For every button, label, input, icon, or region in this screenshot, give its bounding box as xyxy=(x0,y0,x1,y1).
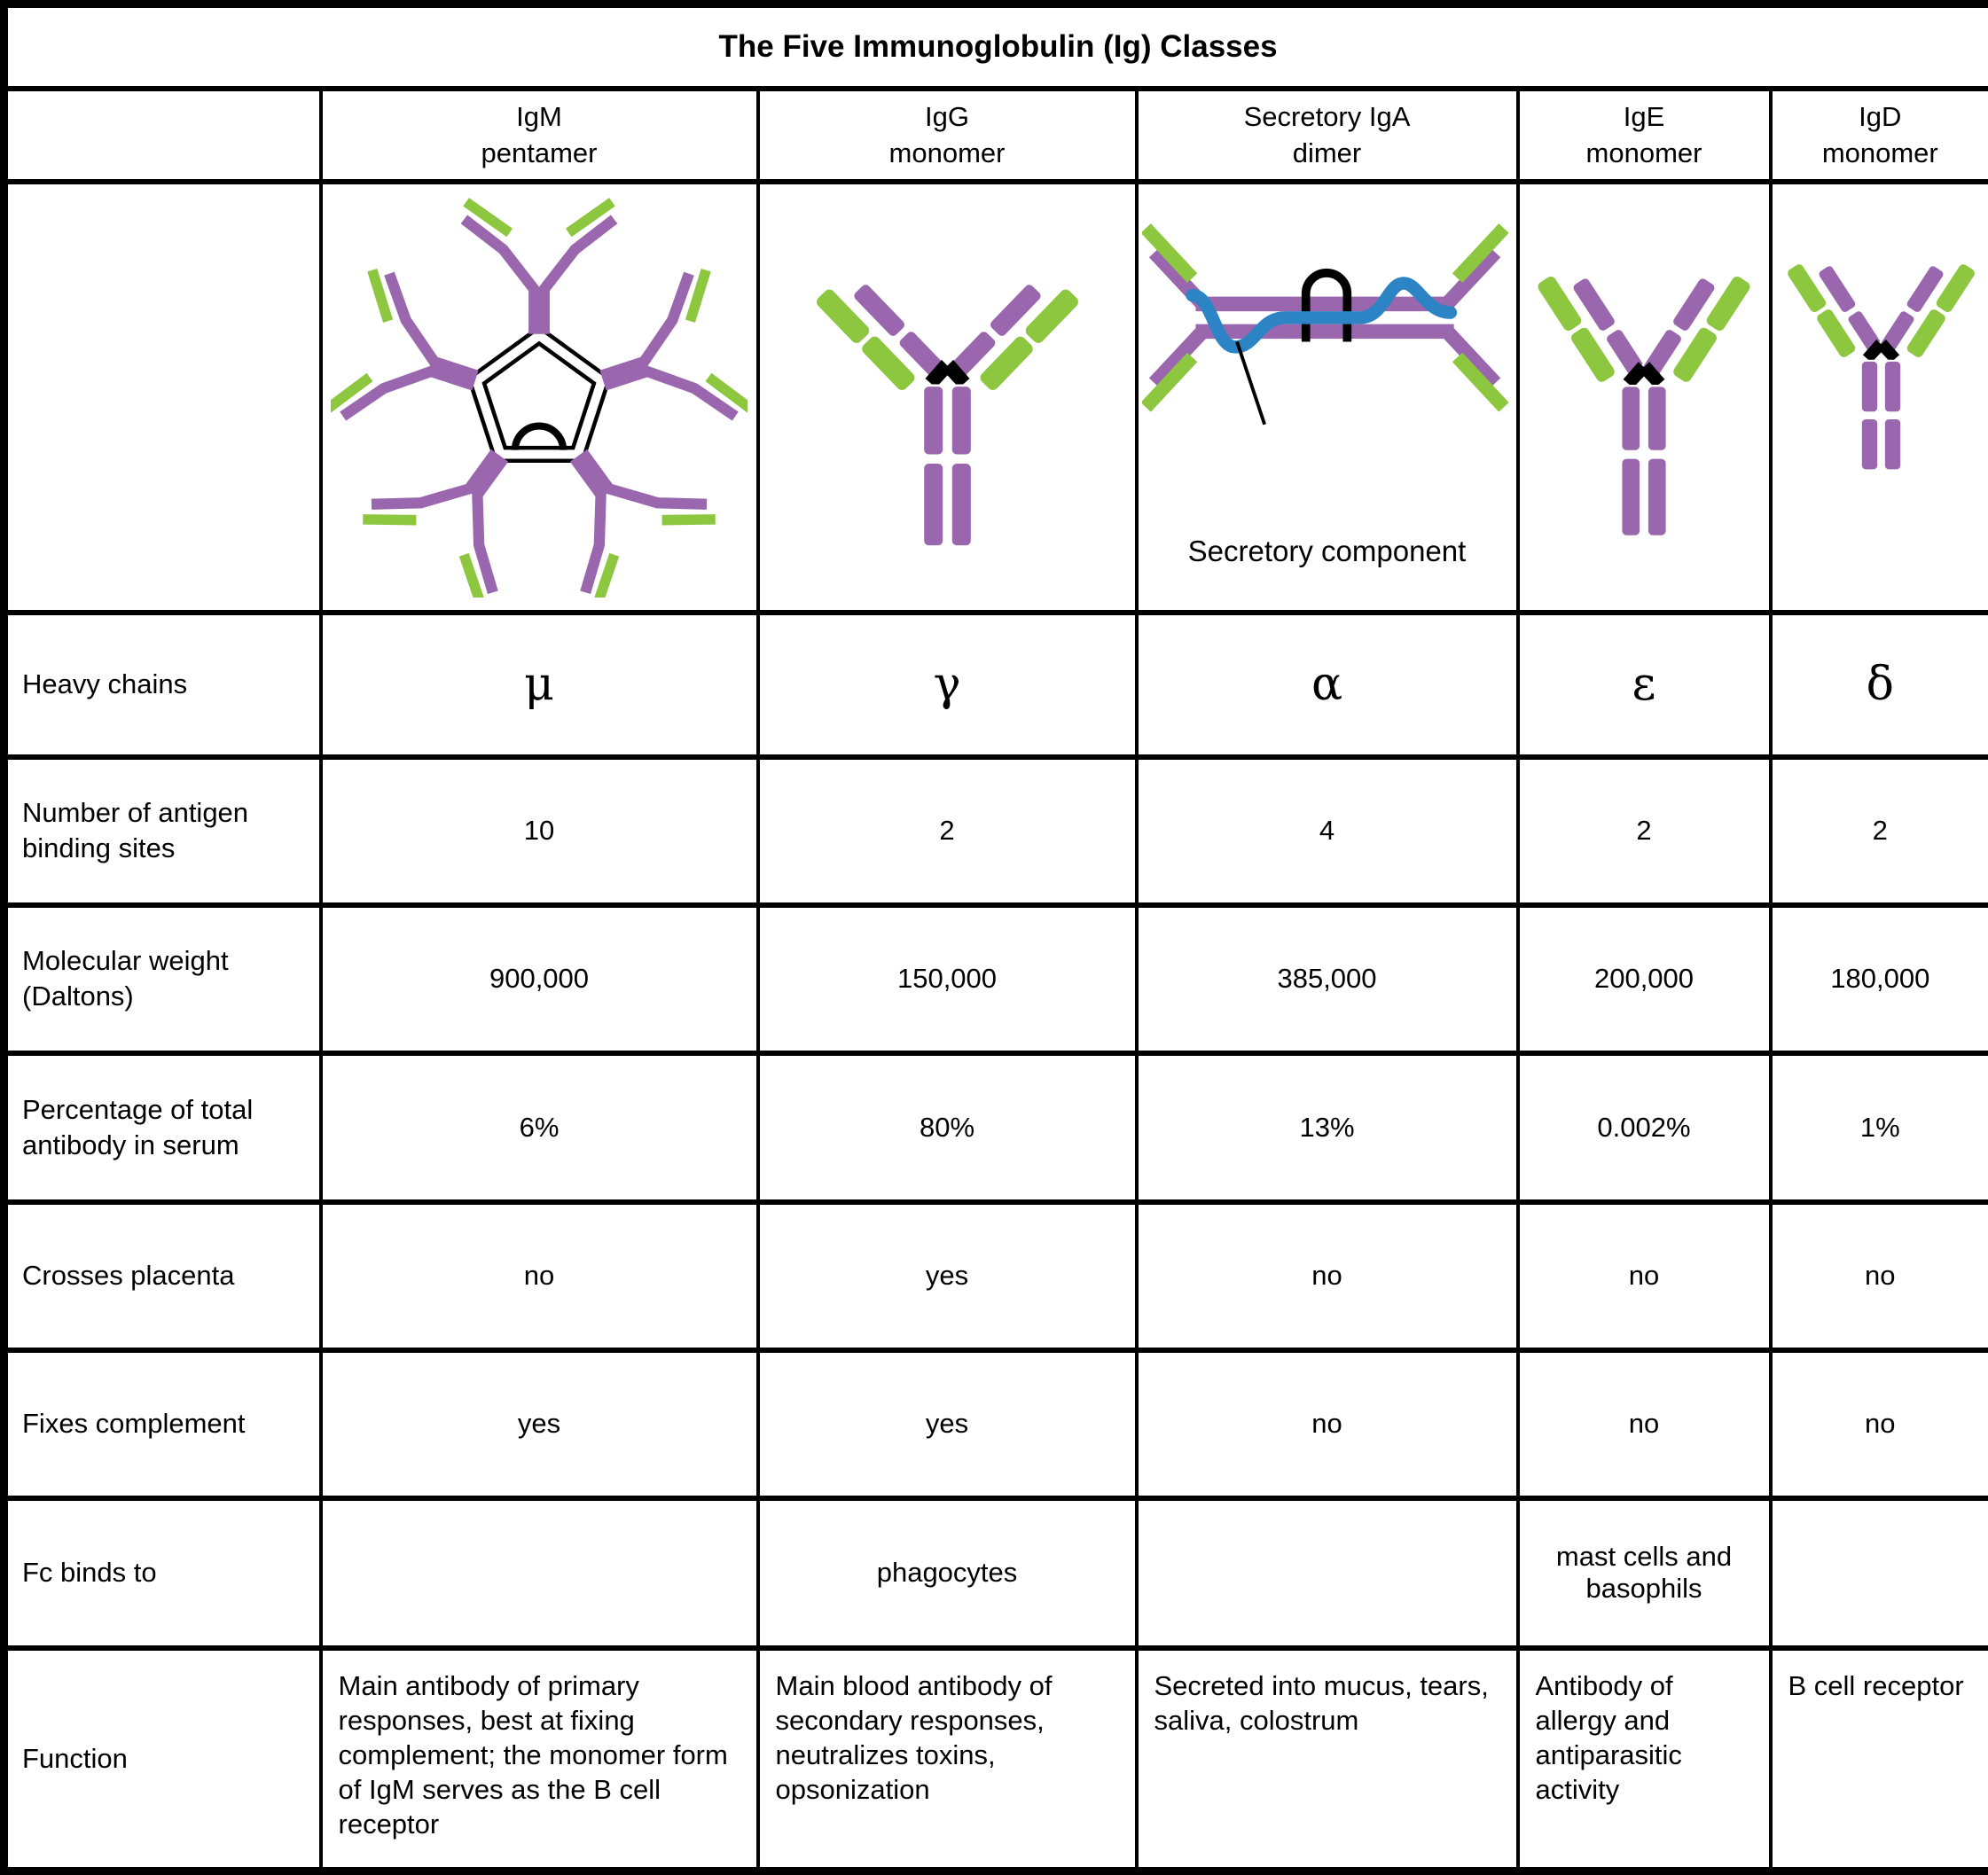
cell-value: 1% xyxy=(1771,1053,1988,1202)
header-row xyxy=(4,89,1988,182)
cell-value: phagocytes xyxy=(758,1498,1137,1648)
column-header-ige xyxy=(1518,89,1771,182)
cell-value: 4 xyxy=(1137,757,1518,905)
iga-cell xyxy=(1137,182,1518,613)
column-form: monomer xyxy=(1773,135,1988,171)
column-form: monomer xyxy=(1520,135,1769,171)
row-label: Percentage of total antibody in serum xyxy=(4,1053,321,1202)
row-fixes-complement xyxy=(4,1350,1988,1498)
cell-value: no xyxy=(1518,1202,1771,1350)
cell-value: 0.002% xyxy=(1518,1053,1771,1202)
row-label: Heavy chains xyxy=(4,613,321,757)
cell-value: no xyxy=(1137,1350,1518,1498)
row-fc-binds-to xyxy=(4,1498,1988,1648)
row-label: Fc binds to xyxy=(4,1498,321,1648)
column-form: dimer xyxy=(1139,135,1516,171)
column-name: IgM xyxy=(323,98,756,135)
ige-cell xyxy=(1518,182,1771,613)
secretory-component-label: Secretory component xyxy=(1139,535,1516,568)
cell-value: 10 xyxy=(321,757,758,905)
column-name: IgD xyxy=(1773,98,1988,135)
igm-pentamer-icon xyxy=(331,197,747,598)
cell-value: no xyxy=(1518,1350,1771,1498)
iga-dimer-icon xyxy=(1142,211,1513,504)
cell-value: 13% xyxy=(1137,1053,1518,1202)
cell-value: γ xyxy=(758,613,1137,757)
cell-value: Antibody of allergy and antiparasitic activity xyxy=(1518,1648,1771,1871)
row-heavy-chains xyxy=(4,613,1988,757)
cell-value: α xyxy=(1137,613,1518,757)
cell-value: 180,000 xyxy=(1771,905,1988,1053)
cell-value xyxy=(321,1498,758,1648)
igm-monomer-icon xyxy=(331,201,747,597)
row-function xyxy=(4,1648,1988,1871)
cell-value: yes xyxy=(321,1350,758,1498)
igm-cell xyxy=(321,182,758,613)
row-molecular-weight xyxy=(4,905,1988,1053)
column-name: IgG xyxy=(760,98,1135,135)
cell-value: yes xyxy=(758,1350,1137,1498)
row-label: Number of antigen binding sites xyxy=(4,757,321,905)
ige-monomer-icon xyxy=(1521,248,1767,545)
row-antigen-binding-sites xyxy=(4,757,1988,905)
cell-value: Main antibody of primary responses, best at fixing complement; the monomer form of IgM serves as the B cell receptor xyxy=(321,1648,758,1871)
cell-value xyxy=(1137,1498,1518,1648)
row-crosses-placenta xyxy=(4,1202,1988,1350)
column-form: monomer xyxy=(760,135,1135,171)
diagram-row-label-cell xyxy=(4,182,321,613)
cell-value: 6% xyxy=(321,1053,758,1202)
igd-cell xyxy=(1771,182,1988,613)
cell-value: no xyxy=(321,1202,758,1350)
cell-value: Secreted into mucus, tears, saliva, colostrum xyxy=(1137,1648,1518,1871)
cell-value: mast cells and basophils xyxy=(1518,1498,1771,1648)
row-label: Crosses placenta xyxy=(4,1202,321,1350)
table-title: The Five Immunoglobulin (Ig) Classes xyxy=(4,4,1988,89)
header-empty-cell xyxy=(4,89,321,182)
column-header-iga xyxy=(1137,89,1518,182)
igd-monomer-icon xyxy=(1773,239,1988,474)
column-header-igg xyxy=(758,89,1137,182)
column-form: pentamer xyxy=(323,135,756,171)
cell-value: 385,000 xyxy=(1137,905,1518,1053)
column-header-igm xyxy=(321,89,758,182)
diagram-row xyxy=(4,182,1988,613)
iga-diagram-wrap xyxy=(1139,184,1516,610)
cell-value: ε xyxy=(1518,613,1771,757)
cell-value: δ xyxy=(1771,613,1988,757)
title-row xyxy=(4,4,1988,89)
cell-value xyxy=(1771,1498,1988,1648)
cell-value: 150,000 xyxy=(758,905,1137,1053)
column-header-igd xyxy=(1771,89,1988,182)
cell-value: no xyxy=(1771,1202,1988,1350)
cell-value: no xyxy=(1771,1350,1988,1498)
cell-value: no xyxy=(1137,1202,1518,1350)
column-name: Secretory IgA xyxy=(1139,98,1516,135)
row-percentage-serum xyxy=(4,1053,1988,1202)
cell-value: 2 xyxy=(1771,757,1988,905)
cell-value: μ xyxy=(321,613,758,757)
cell-value: Main blood antibody of secondary responses, neutralizes toxins, opsonization xyxy=(758,1648,1137,1871)
cell-value: B cell receptor xyxy=(1771,1648,1988,1871)
igg-monomer-icon xyxy=(794,238,1100,556)
column-name: IgE xyxy=(1520,98,1769,135)
cell-value: 900,000 xyxy=(321,905,758,1053)
cell-value: 2 xyxy=(758,757,1137,905)
cell-value: 80% xyxy=(758,1053,1137,1202)
cell-value: 200,000 xyxy=(1518,905,1771,1053)
igg-cell xyxy=(758,182,1137,613)
cell-value: yes xyxy=(758,1202,1137,1350)
row-label: Function xyxy=(4,1648,321,1871)
cell-value: 2 xyxy=(1518,757,1771,905)
secretory-pointer-line xyxy=(1237,341,1264,424)
row-label: Molecular weight (Daltons) xyxy=(4,905,321,1053)
row-label: Fixes complement xyxy=(4,1350,321,1498)
